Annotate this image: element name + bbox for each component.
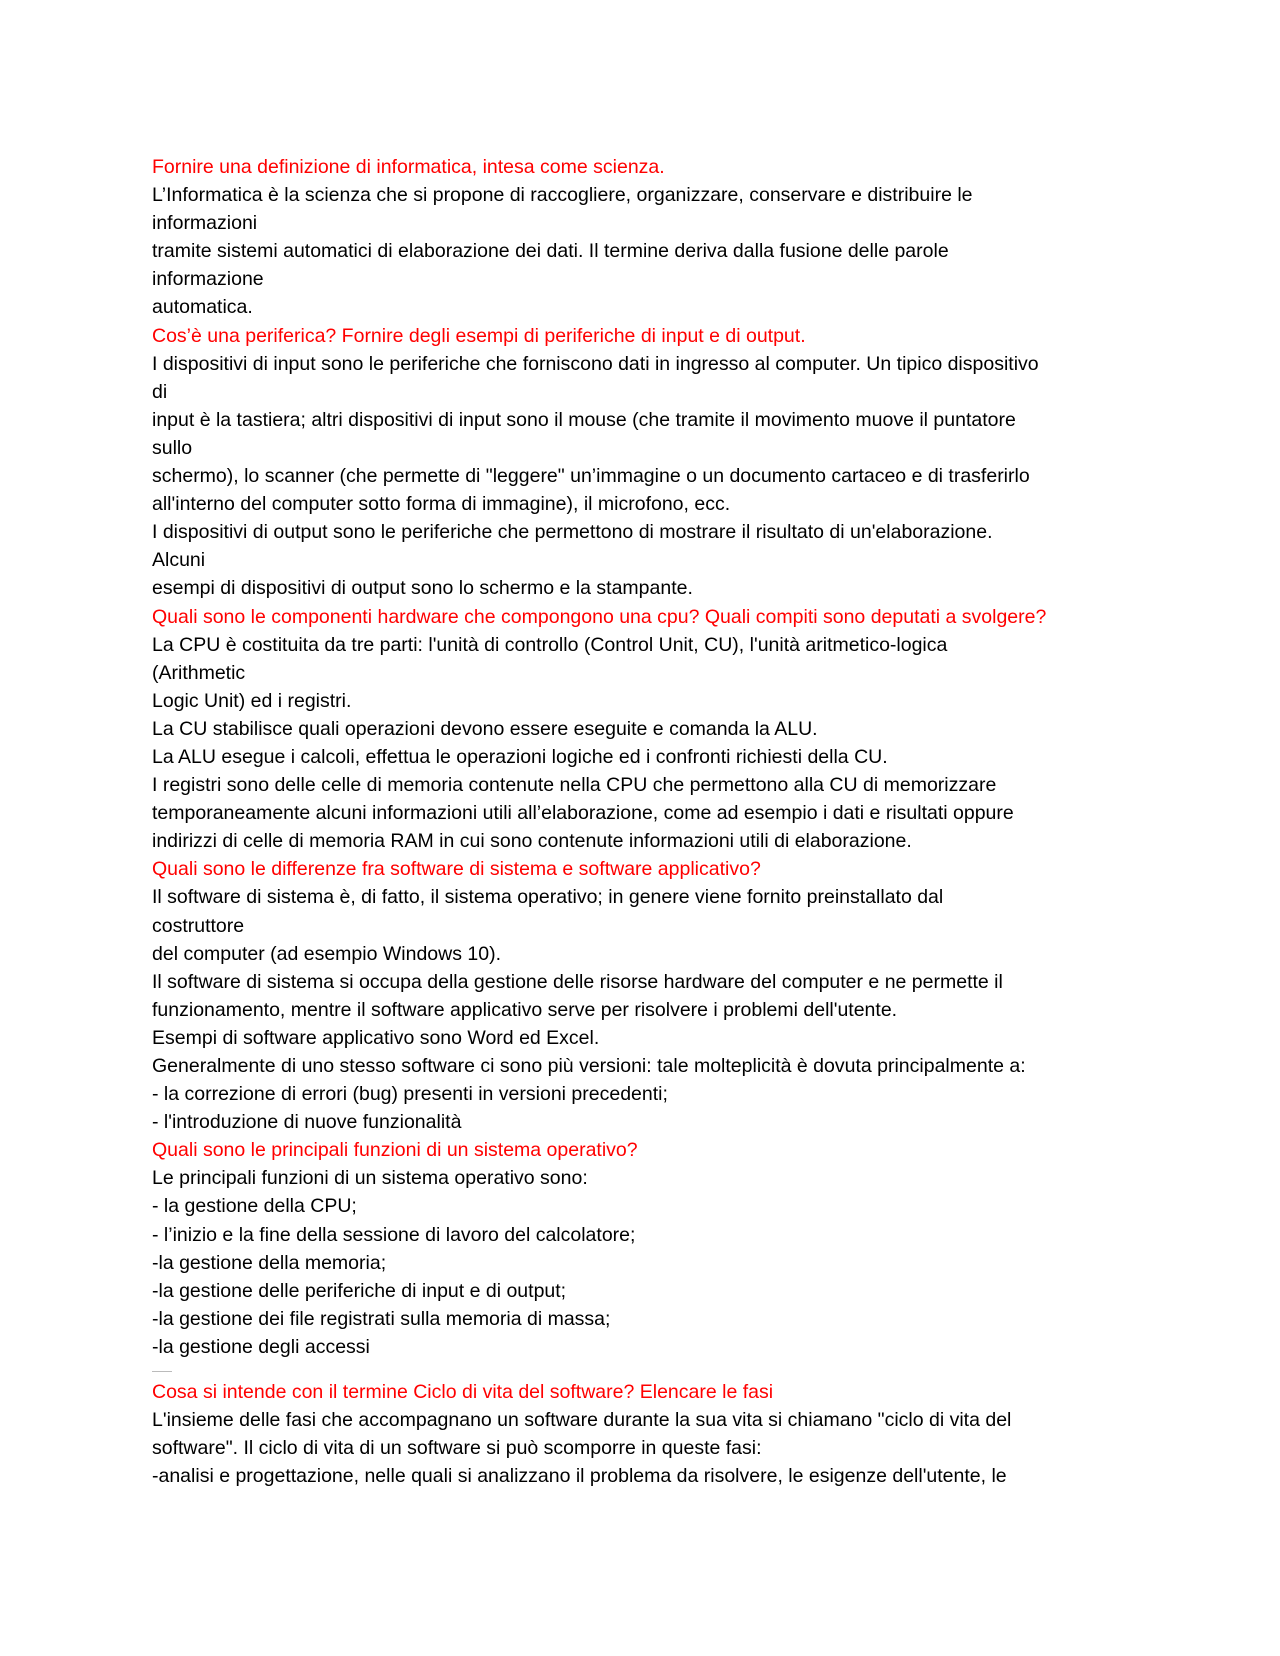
qa-section (152, 1378, 1142, 1490)
divider-mark (152, 1371, 172, 1372)
answer-line: software". Il ciclo di vita di un software si può scomporre in queste fasi: (152, 1437, 762, 1460)
answer-line: temporaneamente alcuni informazioni utili all’elaborazione, come ad esempio i dati e risultati oppure (152, 802, 1014, 825)
answer-line: - la correzione di errori (bug) presenti in versioni precedenti; (152, 1083, 668, 1106)
answer-line: La ALU esegue i calcoli, effettua le operazioni logiche ed i confronti richiesti della CU. (152, 745, 888, 768)
answer-line: (Arithmetic (152, 661, 246, 684)
answer-line: funzionamento, mentre il software applicativo serve per risolvere i problemi dell'utente. (152, 998, 898, 1021)
answer-line: informazione (152, 268, 264, 291)
answer-line: Le principali funzioni di un sistema operativo sono: (152, 1167, 588, 1190)
answer-line: schermo), lo scanner (che permette di "leggere" un’immagine o un documento cartaceo e di trasferirlo (152, 465, 1030, 488)
qa-section (152, 603, 1142, 856)
answer-line: Logic Unit) ed i registri. (152, 689, 352, 712)
question-heading: Quali sono le differenze fra software di sistema e software applicativo? (152, 858, 761, 881)
qa-section (152, 855, 1142, 1136)
answer-line: Esempi di software applicativo sono Word ed Excel. (152, 1026, 600, 1049)
answer-line: Il software di sistema si occupa della gestione delle risorse hardware del computer e ne permette il (152, 970, 1003, 993)
question-heading: Cos’è una periferica? Fornire degli esempi di periferiche di input e di output. (152, 324, 806, 347)
answer-line: -la gestione dei file registrati sulla memoria di massa; (152, 1307, 611, 1330)
question-heading: Quali sono le componenti hardware che compongono una cpu? Quali compiti sono deputati a svolgere? (152, 605, 1047, 628)
answer-line: - l'introduzione di nuove funzionalità (152, 1111, 462, 1134)
answer-line: L’Informatica è la scienza che si propone di raccogliere, organizzare, conservare e distribuire le (152, 184, 973, 207)
qa-section (152, 322, 1142, 603)
answer-line: sullo (152, 436, 193, 459)
answer-line: Alcuni (152, 549, 206, 572)
answer-line: - la gestione della CPU; (152, 1195, 357, 1218)
answer-line: di (152, 380, 168, 403)
answer-line: Generalmente di uno stesso software ci sono più versioni: tale molteplicità è dovuta principalmente a: (152, 1055, 1026, 1077)
answer-line: -la gestione della memoria; (152, 1251, 387, 1274)
answer-line: del computer (ad esempio Windows 10). (152, 942, 501, 965)
answer-line: esempi di dispositivi di output sono lo schermo e la stampante. (152, 577, 693, 600)
answer-line: informazioni (152, 212, 258, 235)
answer-line: all'interno del computer sotto forma di immagine), il microfono, ecc. (152, 493, 731, 516)
section-spacer (152, 1361, 1142, 1378)
answer-line: I dispositivi di input sono le periferiche che forniscono dati in ingresso al computer. Un tipico dispositivo (152, 352, 1039, 375)
answer-line: La CU stabilisce quali operazioni devono essere eseguite e comanda la ALU. (152, 717, 818, 740)
question-heading: Quali sono le principali funzioni di un sistema operativo? (152, 1139, 638, 1162)
answer-line: -la gestione delle periferiche di input e di output; (152, 1279, 567, 1302)
answer-line: -la gestione degli accessi (152, 1335, 370, 1358)
answer-line: La CPU è costituita da tre parti: l'unità di controllo (Control Unit, CU), l'unità aritmetico-logica (152, 633, 948, 656)
answer-line: input è la tastiera; altri dispositivi di input sono il mouse (che tramite il movimento muove il puntatore (152, 408, 1016, 431)
answer-line: L'insieme delle fasi che accompagnano un software durante la sua vita si chiamano "ciclo di vita del (152, 1409, 1012, 1432)
question-heading: Cosa si intende con il termine Ciclo di vita del software? Elencare le fasi (152, 1381, 774, 1404)
answer-line: I dispositivi di output sono le periferiche che permettono di mostrare il risultato di un'elaborazione. (152, 521, 993, 544)
qa-section (152, 153, 1142, 322)
answer-line: Il software di sistema è, di fatto, il sistema operativo; in genere viene fornito preinstallato dal (152, 886, 944, 909)
answer-line: I registri sono delle celle di memoria contenute nella CPU che permettono alla CU di memorizzare (152, 774, 997, 797)
document-body (152, 153, 1142, 1490)
answer-line: costruttore (152, 914, 245, 937)
answer-line: automatica. (152, 296, 253, 319)
answer-line: tramite sistemi automatici di elaborazione dei dati. Il termine deriva dalla fusione delle parole (152, 240, 949, 263)
answer-line: -analisi e progettazione, nelle quali si analizzano il problema da risolvere, le esigenze dell'utente, le (152, 1465, 1007, 1488)
answer-line: - l’inizio e la fine della sessione di lavoro del calcolatore; (152, 1223, 636, 1246)
qa-section (152, 1136, 1142, 1361)
question-heading: Fornire una definizione di informatica, intesa come scienza. (152, 156, 665, 178)
answer-line: indirizzi di celle di memoria RAM in cui sono contenute informazioni utili di elaborazione. (152, 830, 912, 853)
